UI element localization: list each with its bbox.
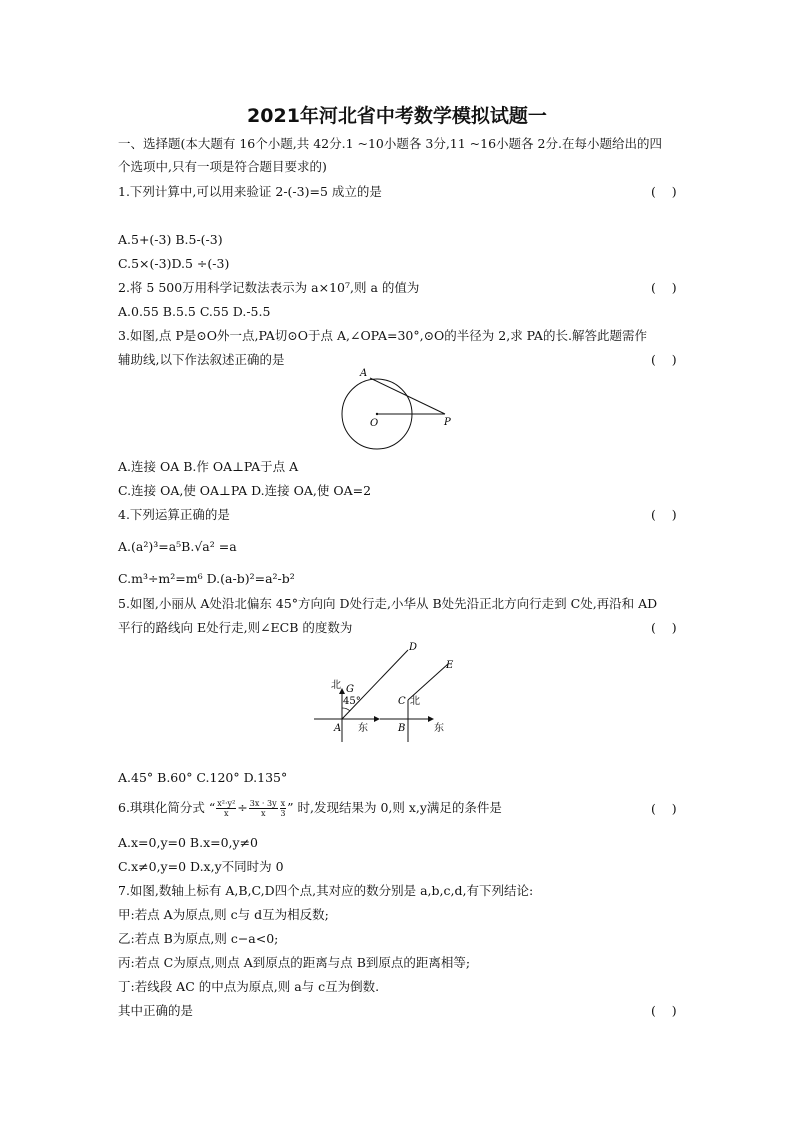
q5-direction-figure (312, 638, 452, 760)
q7-statement-ding: 丁:若线段 AC 的中点为原点,则 a与 c互为倒数. (118, 979, 380, 994)
label-east-left: 东 (358, 723, 368, 734)
q6-div-sign: ÷ (237, 800, 248, 815)
q5-options: A.45° B.60° C.120° D.135° (118, 770, 288, 785)
q7-answer-paren: ( ) (651, 1003, 677, 1018)
q4-stem: 4.下列运算正确的是 (118, 507, 230, 522)
q7-statement-bing: 丙:若点 C为原点,则点 A到原点的距离与点 B到原点的距离相等; (118, 955, 471, 970)
label-o: O (370, 418, 379, 429)
q6-fraction-1: $\frac{\text{x²·y²}}{x}$ (217, 799, 236, 818)
q7-statement-yi: 乙:若点 B为原点,则 c−a<0; (118, 931, 279, 946)
q1-options-1: A.5+(-3) B.5-(-3) (118, 232, 223, 247)
angle-arc (342, 708, 350, 711)
q3-options-2: C.连接 OA,使 OA⊥PA D.连接 OA,使 OA=2 (118, 483, 372, 498)
label-45: 45° (343, 696, 361, 707)
q3-options-1: A.连接 OA B.作 OA⊥PA于点 A (118, 459, 299, 474)
q1-answer-paren: ( ) (651, 184, 677, 199)
q6-stem (118, 797, 678, 819)
label-north-right: 北 (410, 696, 420, 707)
path-ce (408, 664, 448, 700)
q4-options-1: A.(a²)³=a⁵B.√a² =a (118, 539, 237, 554)
q6-options-1: A.x=0,y=0 B.x=0,y≠0 (118, 835, 259, 850)
label-c: C (398, 696, 406, 707)
label-north-left: 北 (331, 680, 341, 691)
q6-stem-suffix: ” 时,发现结果为 0,则 x,y满足的条件是 (287, 800, 502, 815)
section-header-line-1: 一、选择题(本大题有 16个小题,共 42分.1 ~10小题各 3分,11 ~16小题各 2分.在每小题给出的四 (118, 136, 662, 151)
q7-final: 其中正确的是 (118, 1003, 194, 1018)
q2-stem: 2.将 5 500万用科学记数法表示为 a×10⁷,则 a 的值为 (118, 280, 420, 295)
q4-options-2: C.m³÷m²=m⁶ D.(a-b)²=a²-b² (118, 571, 295, 586)
label-a: A (334, 723, 342, 734)
page-title: 2021年河北省中考数学模拟试题一 (247, 105, 547, 127)
point-o-dot (376, 413, 378, 415)
q3-circle-figure (330, 368, 470, 456)
q4-answer-paren: ( ) (651, 507, 677, 522)
label-a: A (360, 368, 368, 379)
east-arrow-left (374, 716, 380, 722)
label-b: B (398, 723, 406, 734)
q7-statement-jia: 甲:若点 A为原点,则 c与 d互为相反数; (118, 907, 329, 922)
q1-stem: 1.下列计算中,可以用来验证 2-(-3)=5 成立的是 (118, 184, 382, 199)
q2-answer-paren: ( ) (651, 280, 677, 295)
label-east-right: 东 (434, 723, 444, 734)
label-p: P (444, 417, 451, 428)
label-e: E (446, 660, 454, 671)
q3-stem-1: 3.如图,点 P是⊙O外一点,PA切⊙O于点 A,∠OPA=30°,⊙O的半径为 2,求 PA的长.解答此题需作 (118, 328, 647, 343)
q6-stem-prefix: 6.琪琪化简分式 “ (118, 800, 216, 815)
q3-stem-2: 辅助线,以下作法叙述正确的是 (118, 352, 285, 367)
q7-stem: 7.如图,数轴上标有 A,B,C,D四个点,其对应的数分别是 a,b,c,d,有下列结论: (118, 883, 534, 898)
label-g: G (346, 684, 354, 695)
q5-answer-paren: ( ) (651, 620, 677, 635)
q6-fraction-3: $\frac{x}{3}$ (280, 799, 286, 818)
q3-answer-paren: ( ) (651, 352, 677, 367)
q2-options: A.0.55 B.5.5 C.55 D.-5.5 (118, 304, 271, 319)
q5-stem-2: 平行的路线向 E处行走,则∠ECB 的度数为 (118, 620, 353, 635)
q6-fraction-2: $\frac{3x \cdot 3y}{x}$ (249, 799, 277, 818)
q6-options-2: C.x≠0,y=0 D.x,y不同时为 0 (118, 859, 284, 874)
section-header-line-2: 个选项中,只有一项是符合题目要求的) (118, 159, 327, 174)
tangent-pa (370, 378, 445, 414)
q1-options-2: C.5×(-3)D.5 ÷(-3) (118, 256, 230, 271)
east-arrow-right (428, 716, 434, 722)
q5-stem-1: 5.如图,小丽从 A处沿北偏东 45°方向向 D处行走,小华从 B处先沿正北方向行走到 C处,再沿和 AD (118, 596, 658, 611)
q6-answer-paren: ( ) (651, 801, 677, 816)
label-d: D (409, 642, 418, 653)
